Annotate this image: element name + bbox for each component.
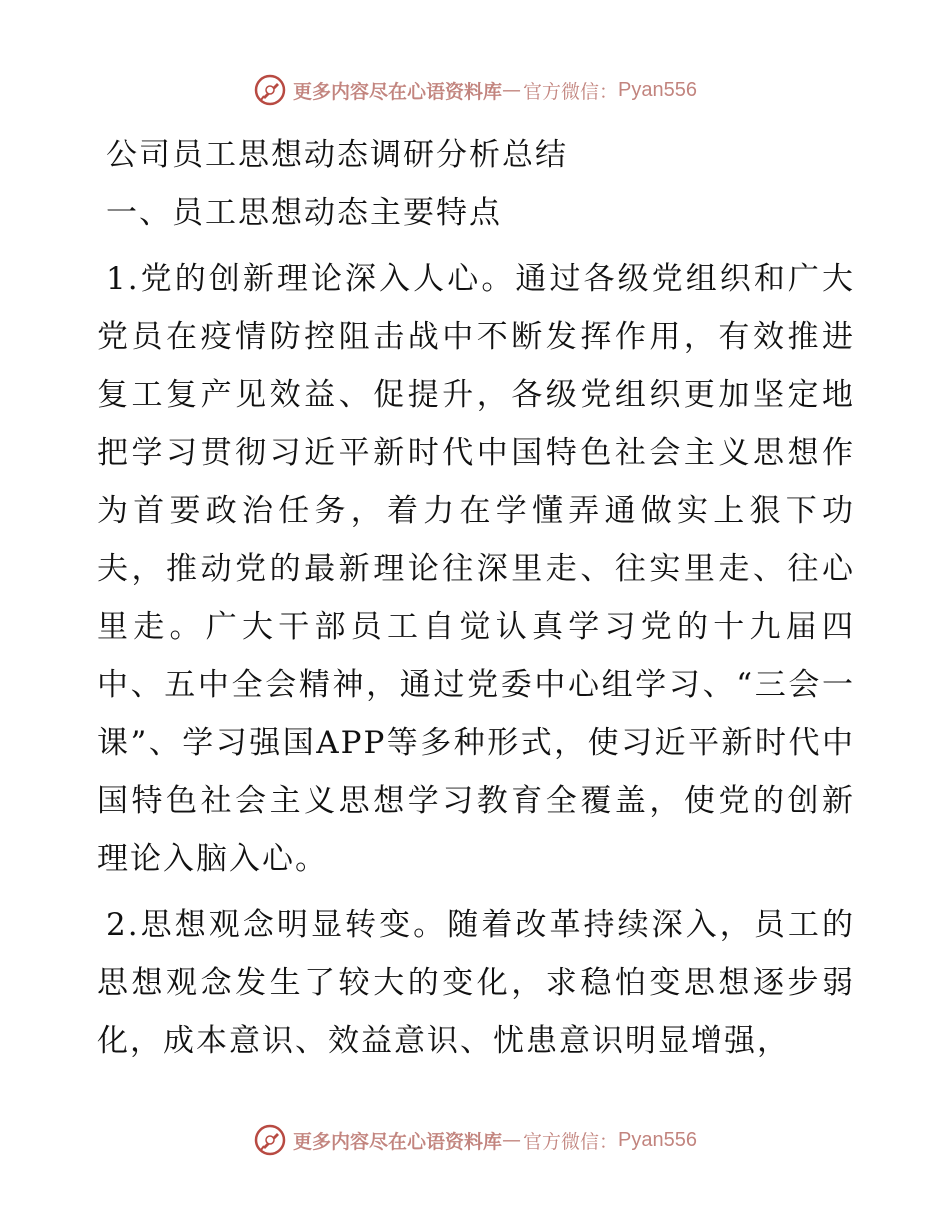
banner-label: 官方微信： — [523, 80, 619, 103]
quill-seal-icon — [253, 1123, 287, 1157]
quill-seal-icon — [253, 73, 287, 107]
footer-watermark-banner — [0, 1120, 950, 1160]
section-heading: 一、员工思想动态主要特点 — [106, 195, 502, 231]
banner-brand: 更多内容尽在心语资料库 — [293, 1130, 503, 1153]
banner-label: 官方微信： — [523, 1130, 619, 1153]
banner-wechat-id: Pyan556 — [618, 1128, 697, 1151]
paragraph-1: 1.党的创新理论深入人心。通过各级党组织和广大党员在疫情防控阻击战中不断发挥作用，有效推进复工复产见效益、促提升，各级党组织更加坚定地把学习贯彻习近平新时代中国特色社会主义思想作为首要政治任务，着力在学懂弄通做实上狠下功夫，推动党的最新理论往深里走、往实里走、往心里走。广大干部员工自觉认真学习党的十九届四中、五中全会精神，通过党委中心组学习、“三会一课”、学习强国APP等多种形式，使习近平新时代中国特色社会主义思想学习教育全覆盖，使党的创新理论入脑入心。 — [97, 261, 855, 877]
paragraph-2: 2.思想观念明显转变。随着改革持续深入，员工的思想观念发生了较大的变化，求稳怕变思想逐步弱化，成本意识、效益意识、忧患意识明显增强， — [97, 907, 855, 1059]
header-watermark-banner — [0, 70, 950, 110]
banner-separator: — — [502, 1129, 522, 1151]
banner-brand: 更多内容尽在心语资料库 — [293, 80, 503, 103]
document-title: 公司员工思想动态调研分析总结 — [106, 137, 568, 173]
banner-wechat-id: Pyan556 — [618, 78, 697, 101]
banner-separator: — — [502, 79, 522, 101]
document-body — [97, 118, 855, 1070]
